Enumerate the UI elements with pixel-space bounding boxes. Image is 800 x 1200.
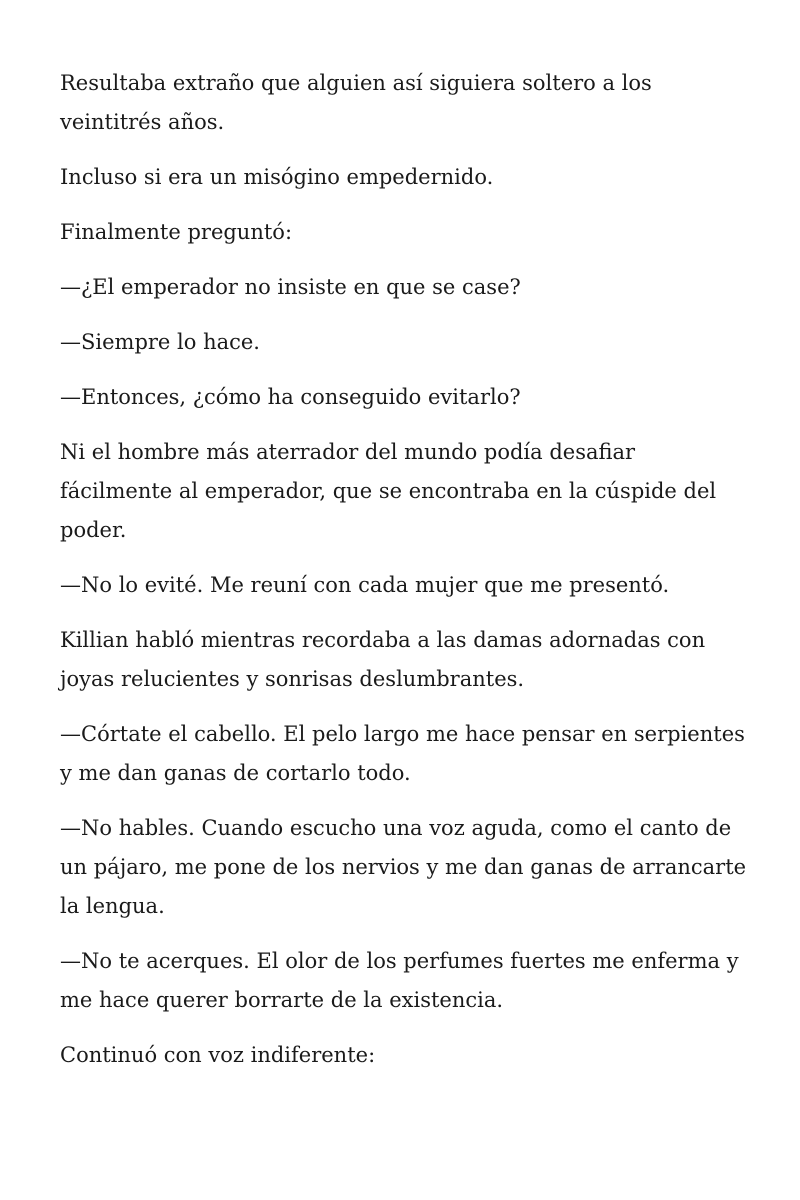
dialogue-line: —No te acerques. El olor de los perfumes fuertes me enferma y me hace querer borrarte de la existencia. [60, 949, 739, 1012]
dialogue-line: —No hables. Cuando escucho una voz aguda, como el canto de un pájaro, me pone de los nervios y me dan ganas de arrancarte la lengua. [60, 816, 747, 918]
paragraph: Killian habló mientras recordaba a las damas adornadas con joyas relucientes y sonrisas deslumbrantes. [60, 628, 706, 691]
paragraph: Resultaba extraño que alguien así siguiera soltero a los veintitrés años. [60, 71, 652, 134]
dialogue-line: —Siempre lo hace. [60, 330, 260, 354]
dialogue-line: —Entonces, ¿cómo ha conseguido evitarlo? [60, 385, 521, 409]
document-page [60, 64, 750, 1091]
dialogue-line: —¿El emperador no insiste en que se case? [60, 275, 521, 299]
paragraph: Ni el hombre más aterrador del mundo podía desafiar fácilmente al emperador, que se encontraba en la cúspide del poder. [60, 440, 717, 542]
dialogue-line: —Córtate el cabello. El pelo largo me hace pensar en serpientes y me dan ganas de cortarlo todo. [60, 722, 745, 785]
paragraph: Finalmente preguntó: [60, 220, 293, 244]
paragraph: Incluso si era un misógino empedernido. [60, 165, 494, 189]
dialogue-line: —No lo evité. Me reuní con cada mujer que me presentó. [60, 573, 670, 597]
paragraph: Continuó con voz indiferente: [60, 1043, 376, 1067]
